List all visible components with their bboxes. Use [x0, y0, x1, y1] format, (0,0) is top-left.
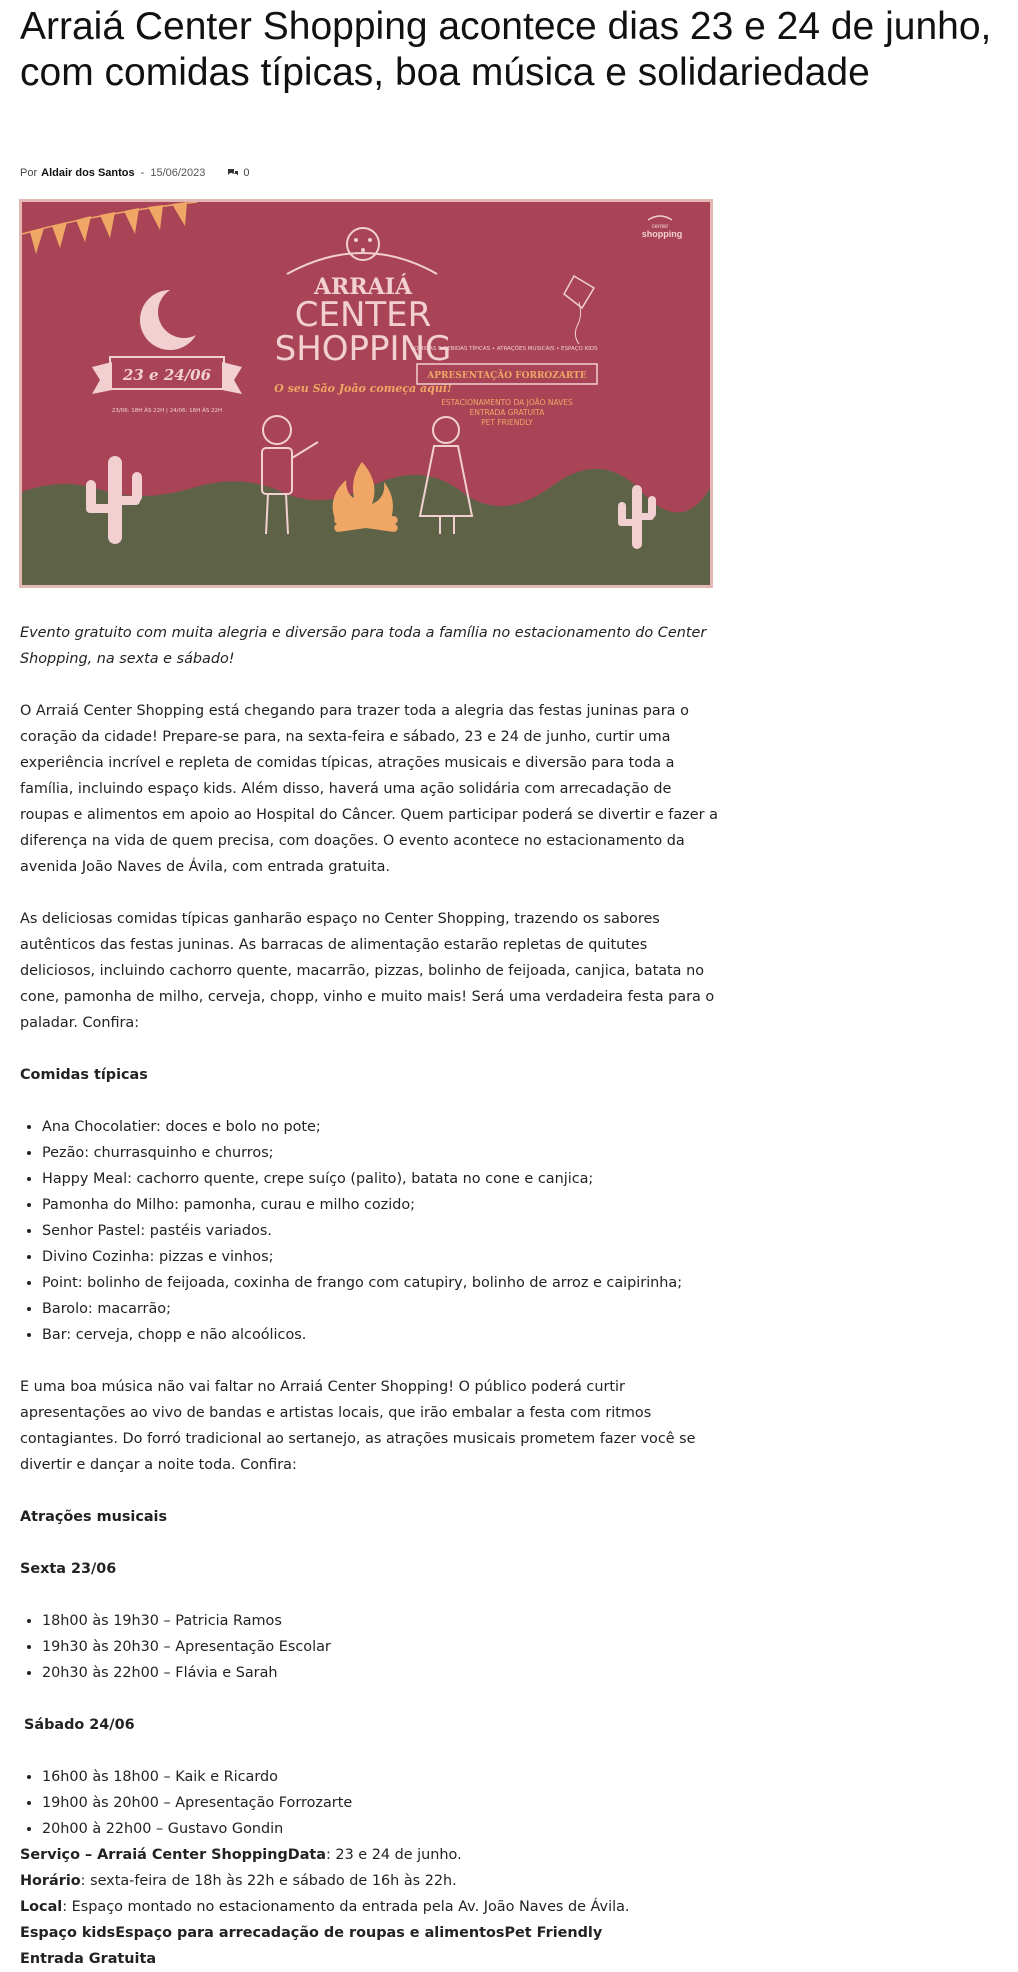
svg-text:SHOPPING: SHOPPING	[274, 329, 452, 369]
list-item: • Happy Meal: cachorro quente, crepe suíço (palito), batata no cone e canjica;	[42, 1166, 720, 1192]
list-item: • 19h30 às 20h30 – Apresentação Escolar	[42, 1634, 720, 1660]
extras-label: Espaço kidsEspaço para arrecadação de roupas e alimentosPet Friendly	[20, 1925, 603, 1941]
svg-text:23/06: 18H ÀS 22H | 24/06: 1: 23/06: 18H ÀS 22H | 24/06: 16H ÀS 22H	[111, 408, 223, 414]
article-meta	[20, 167, 250, 179]
comment-count: 0	[243, 167, 250, 179]
entry-label: Entrada Gratuita	[20, 1951, 157, 1967]
banner-info-2: ENTRADA GRATUITA	[469, 408, 545, 417]
service-date-line	[20, 1842, 720, 1868]
paragraph-intro: O Arraiá Center Shopping está chegando para trazer toda a alegria das festas juninas para o coração da cidade! Prepare-se para, na sexta-feira e sábado, 23 e 24 de junho, curtir uma experiência incrível e repleta de comidas típicas, atrações musicais e diversão para toda a família, incluindo espaço kids. Além disso, haverá uma ação solidária com arrecadação de roupas e alimentos em apoio ao Hospital do Câncer. Quem participar poderá se divertir e fazer a diferença na vida de quem precisa, com doações. O evento acontece no estacionamento da avenida João Naves de Ávila, com entrada gratuita.	[20, 703, 718, 875]
article-title: Arraiá Center Shopping acontece dias 23 e 24 de junho, com comidas típicas, boa música e solidariedade	[20, 5, 992, 94]
svg-text:ARRAIÁ: ARRAIÁ	[313, 274, 413, 300]
list-item: • Point: bolinho de feijoada, coxinha de frango com catupiry, bolinho de arroz e caipirinha;	[42, 1270, 720, 1296]
list-item: • Pamonha do Milho: pamonha, curau e milho cozido;	[42, 1192, 720, 1218]
list-item: • 19h00 às 20h00 – Apresentação Forrozarte	[42, 1790, 720, 1816]
article-body	[20, 620, 720, 1972]
event-banner	[19, 199, 713, 588]
banner-info-1: ESTACIONAMENTO DA JOÃO NAVES	[441, 398, 573, 407]
comments-icon	[227, 168, 239, 178]
comments-link[interactable]	[227, 167, 249, 179]
article-lede: Evento gratuito com muita alegria e diversão para toda a família no estacionamento do Center Shopping, na sexta e sábado!	[20, 625, 707, 667]
list-item: • Bar: cerveja, chopp e não alcoólicos.	[42, 1322, 720, 1348]
hours-value: : sexta-feira de 18h às 22h e sábado de 16h às 22h.	[80, 1873, 457, 1889]
publish-date: 15/06/2023	[150, 167, 206, 179]
hours-label: Horário	[20, 1873, 81, 1889]
features-line: COMIDAS E BEBIDAS TÍPICAS • ATRAÇÕES MUSICAIS • ESPAÇO KIDS	[410, 346, 598, 352]
list-item: • Barolo: macarrão;	[42, 1296, 720, 1322]
svg-text:center: center	[651, 224, 669, 230]
service-place-line	[20, 1894, 720, 1920]
list-item: • 20h30 às 22h00 – Flávia e Sarah	[42, 1660, 720, 1686]
svg-text:APRESENTAÇÃO FORROZARTE: APRESENTAÇÃO FORROZARTE	[427, 371, 587, 381]
list-item: • Divino Cozinha: pizzas e vinhos;	[42, 1244, 720, 1270]
event-banner-art	[22, 202, 710, 585]
meta-separator: -	[140, 167, 145, 179]
list-item: • 20h00 à 22h00 – Gustavo Gondin	[42, 1816, 720, 1842]
by-label: Por	[20, 167, 38, 179]
paragraph-food: As deliciosas comidas típicas ganharão espaço no Center Shopping, trazendo os sabores autênticos das festas juninas. As barracas de alimentação estarão repletas de quitutes deliciosos, incluindo cachorro quente, macarrão, pizzas, bolinho de feijoada, canjica, batata no cone, pamonha de milho, cerveja, chopp, vinho e muito mais! Será uma verdadeira festa para o paladar. Confira:	[20, 911, 715, 1031]
list-item: • 18h00 às 19h30 – Patricia Ramos	[42, 1608, 720, 1634]
place-value: : Espaço montado no estacionamento da entrada pela Av. João Naves de Ávila.	[62, 1899, 630, 1915]
list-item: • Ana Chocolatier: doces e bolo no pote;	[42, 1114, 720, 1140]
food-list	[20, 1114, 720, 1348]
friday-heading: Sexta 23/06	[20, 1561, 117, 1577]
paragraph-music: E uma boa música não vai faltar no Arraiá Center Shopping! O público poderá curtir apresentações ao vivo de bandas e artistas locais, que irão embalar a festa com ritmos contagiantes. Do forró tradicional ao sertanejo, as atrações musicais prometem fazer você se divertir e dançar a noite toda. Confira:	[20, 1379, 696, 1473]
service-extras-line	[20, 1920, 720, 1946]
author-link[interactable]: Aldair dos Santos	[41, 167, 135, 179]
svg-text:CENTER: CENTER	[294, 295, 432, 335]
list-item: • 16h00 às 18h00 – Kaik e Ricardo	[42, 1764, 720, 1790]
music-heading: Atrações musicais	[20, 1509, 168, 1525]
food-heading: Comidas típicas	[20, 1067, 148, 1083]
service-date: : 23 e 24 de junho.	[326, 1847, 462, 1863]
list-item: • Senhor Pastel: pastéis variados.	[42, 1218, 720, 1244]
saturday-heading: Sábado 24/06	[24, 1717, 135, 1733]
svg-text:O seu São João começa aqui!: O seu São João começa aqui!	[274, 382, 452, 395]
saturday-list	[20, 1764, 720, 1842]
svg-text:shopping: shopping	[641, 229, 683, 239]
place-label: Local	[20, 1899, 63, 1915]
service-label: Serviço – Arraiá Center ShoppingData	[20, 1847, 326, 1863]
svg-text:23 e 24/06: 23 e 24/06	[122, 366, 212, 384]
service-hours-line	[20, 1868, 720, 1894]
banner-info-3: PET FRIENDLY	[481, 418, 533, 427]
list-item: • Pezão: churrasquinho e churros;	[42, 1140, 720, 1166]
friday-list	[20, 1608, 720, 1686]
service-entry-line	[20, 1946, 720, 1972]
